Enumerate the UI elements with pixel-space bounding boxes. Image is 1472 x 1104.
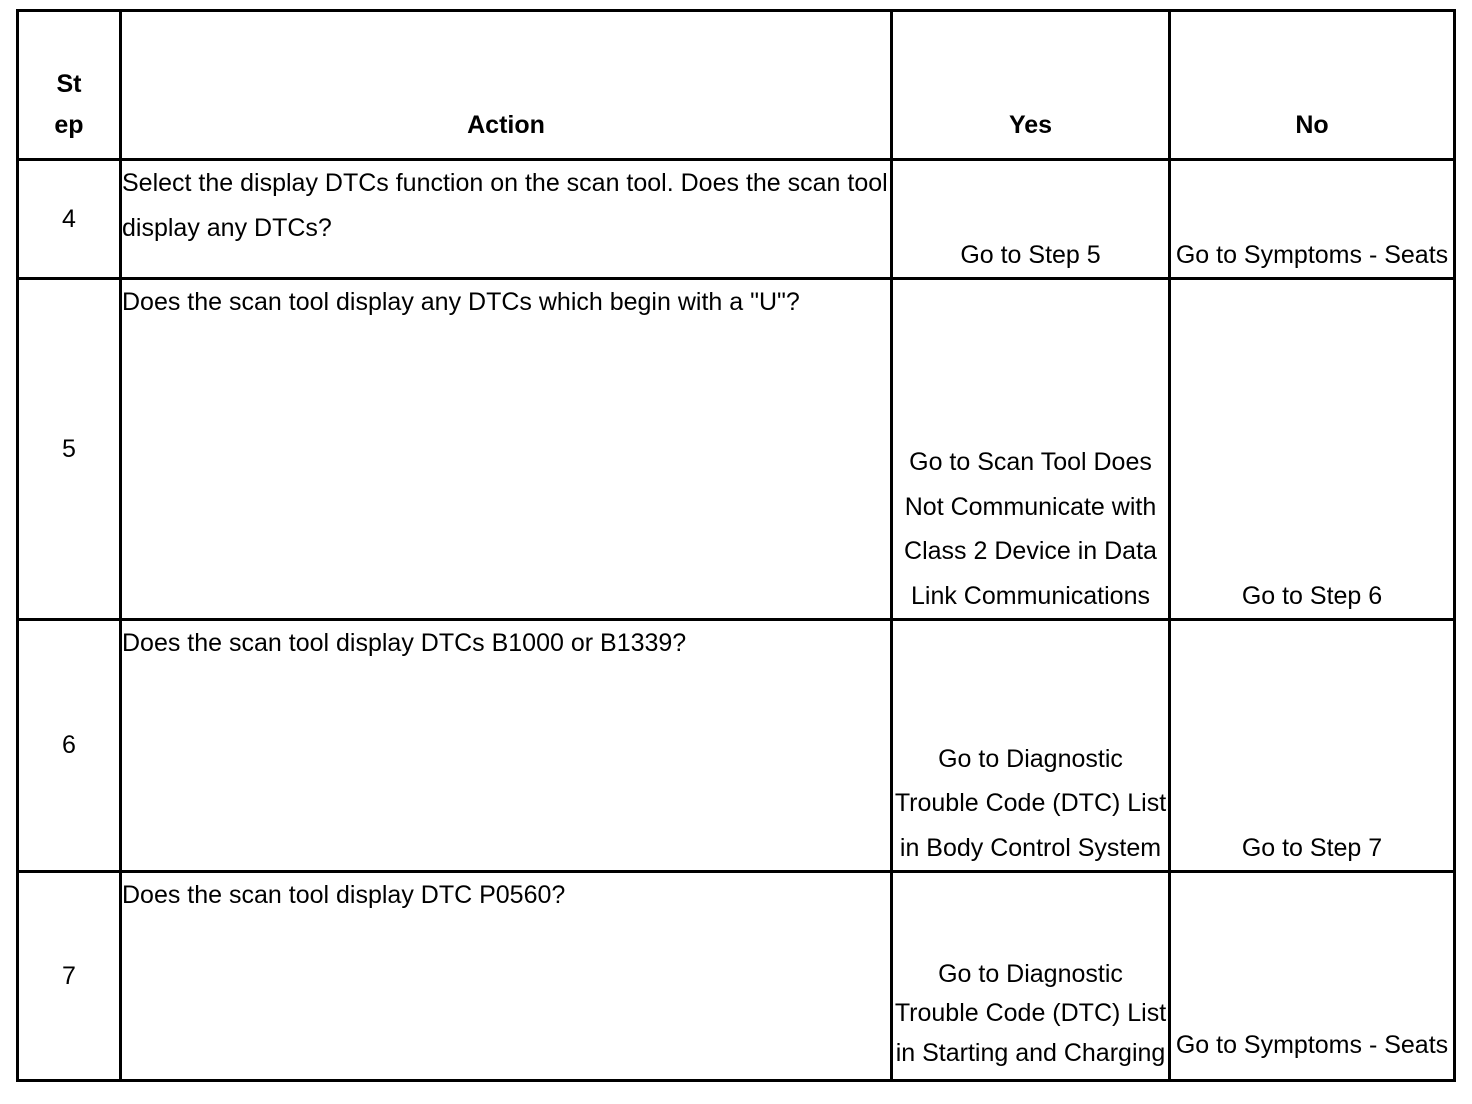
header-step: St ep (18, 11, 121, 160)
action-cell: Does the scan tool display DTCs B1000 or B1339? (121, 620, 892, 872)
yes-cell: Go to Scan Tool Does Not Communicate with Class 2 Device in Data Link Communications (892, 279, 1170, 620)
table-row (18, 620, 1455, 872)
no-cell: Go to Symptoms - Seats (1170, 160, 1455, 279)
table-row (18, 279, 1455, 620)
no-cell: Go to Step 7 (1170, 620, 1455, 872)
no-cell: Go to Step 6 (1170, 279, 1455, 620)
header-no: No (1170, 11, 1455, 160)
yes-cell: Go to Step 5 (892, 160, 1170, 279)
table-row (18, 872, 1455, 1081)
action-cell: Does the scan tool display DTC P0560? (121, 872, 892, 1081)
diagnostic-step-table (16, 9, 1456, 1082)
step-number-cell: 7 (18, 872, 121, 1081)
table-header-row (18, 11, 1455, 160)
yes-cell: Go to Diagnostic Trouble Code (DTC) List in Starting and Charging (892, 872, 1170, 1081)
step-number-cell: 5 (18, 279, 121, 620)
action-cell: Does the scan tool display any DTCs which begin with a "U"? (121, 279, 892, 620)
header-yes: Yes (892, 11, 1170, 160)
step-number-cell: 6 (18, 620, 121, 872)
no-cell: Go to Symptoms - Seats (1170, 872, 1455, 1081)
header-action: Action (121, 11, 892, 160)
yes-cell: Go to Diagnostic Trouble Code (DTC) List in Body Control System (892, 620, 1170, 872)
action-cell: Select the display DTCs function on the scan tool. Does the scan tool display any DTCs? (121, 160, 892, 279)
step-number-cell: 4 (18, 160, 121, 279)
table-row (18, 160, 1455, 279)
